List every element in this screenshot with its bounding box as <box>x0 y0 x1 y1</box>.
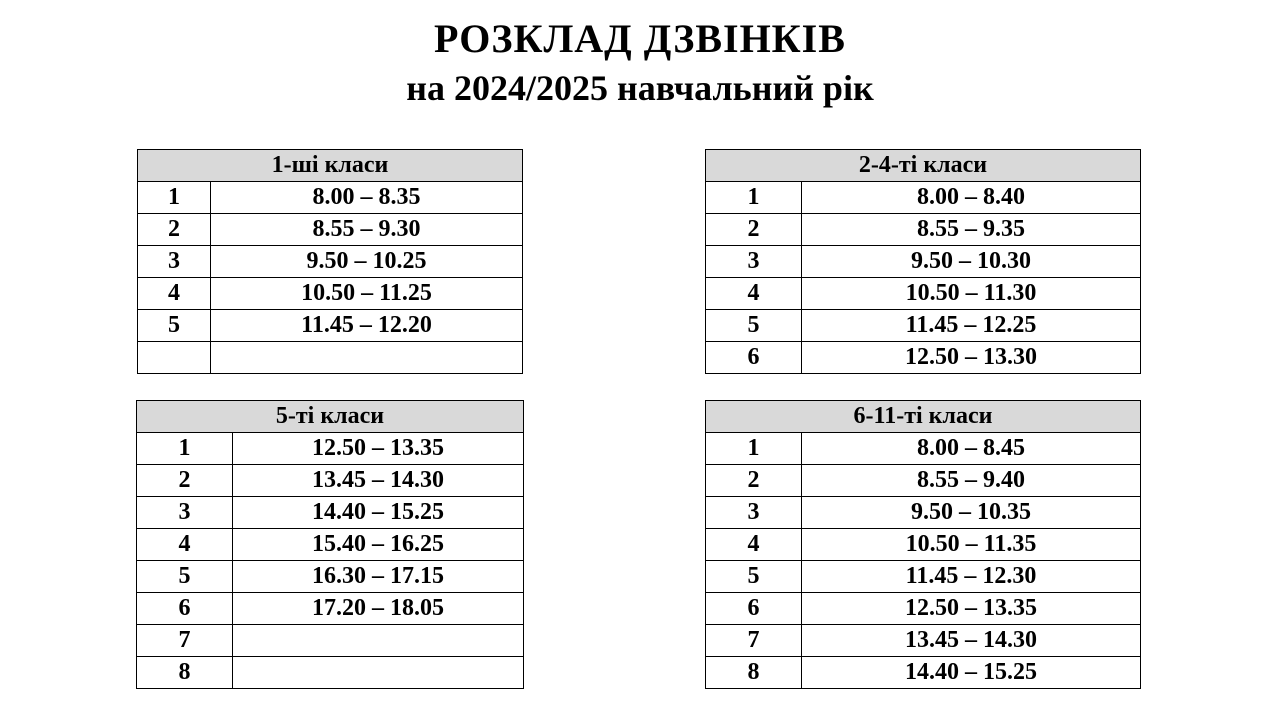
lesson-number: 5 <box>138 310 211 342</box>
table-row <box>137 497 524 529</box>
title-subtitle: на 2024/2025 навчальний рік <box>406 68 874 108</box>
title-main: РОЗКЛАД ДЗВІНКІВ <box>434 16 846 61</box>
lesson-number: 5 <box>137 561 233 593</box>
table-header: 5-ті класи <box>137 401 524 433</box>
lesson-time: 9.50 – 10.30 <box>802 246 1141 278</box>
table-header: 6-11-ті класи <box>706 401 1141 433</box>
table-row <box>706 561 1141 593</box>
lesson-time: 8.55 – 9.30 <box>211 214 523 246</box>
lesson-number: 7 <box>137 625 233 657</box>
lesson-number: 4 <box>706 278 802 310</box>
lesson-number: 2 <box>137 465 233 497</box>
lesson-number: 5 <box>706 310 802 342</box>
lesson-number: 3 <box>706 246 802 278</box>
lesson-number: 4 <box>137 529 233 561</box>
lesson-time: 8.55 – 9.35 <box>802 214 1141 246</box>
table-header: 2-4-ті класи <box>706 150 1141 182</box>
lesson-time: 11.45 – 12.20 <box>211 310 523 342</box>
table-row <box>706 529 1141 561</box>
table-header-row <box>706 150 1141 182</box>
lesson-time <box>211 342 523 374</box>
lesson-time: 11.45 – 12.25 <box>802 310 1141 342</box>
table-row <box>706 593 1141 625</box>
lesson-time: 16.30 – 17.15 <box>233 561 524 593</box>
lesson-number: 1 <box>706 433 802 465</box>
table-header-row <box>706 401 1141 433</box>
lesson-time: 10.50 – 11.35 <box>802 529 1141 561</box>
lesson-time: 10.50 – 11.30 <box>802 278 1141 310</box>
lesson-number: 1 <box>137 433 233 465</box>
table-row <box>137 625 524 657</box>
table-row <box>138 214 523 246</box>
lesson-time: 13.45 – 14.30 <box>802 625 1141 657</box>
table-row <box>138 246 523 278</box>
table-row <box>137 465 524 497</box>
lesson-time: 15.40 – 16.25 <box>233 529 524 561</box>
table-row <box>706 433 1141 465</box>
lesson-time: 14.40 – 15.25 <box>802 657 1141 689</box>
lesson-time: 14.40 – 15.25 <box>233 497 524 529</box>
table-row <box>706 342 1141 374</box>
lesson-number: 8 <box>706 657 802 689</box>
lesson-time <box>233 625 524 657</box>
lesson-time: 9.50 – 10.35 <box>802 497 1141 529</box>
lesson-number: 2 <box>706 465 802 497</box>
lesson-time: 13.45 – 14.30 <box>233 465 524 497</box>
lesson-number: 4 <box>706 529 802 561</box>
lesson-time: 12.50 – 13.35 <box>233 433 524 465</box>
lesson-number <box>138 342 211 374</box>
lesson-time: 8.00 – 8.45 <box>802 433 1141 465</box>
lesson-number: 1 <box>138 182 211 214</box>
lesson-time: 12.50 – 13.35 <box>802 593 1141 625</box>
schedule-table-grades-6-11 <box>705 400 1141 689</box>
lesson-number: 2 <box>706 214 802 246</box>
table-row <box>706 214 1141 246</box>
lesson-number: 5 <box>706 561 802 593</box>
table-row <box>137 433 524 465</box>
schedule-table-grades-2-4 <box>705 149 1141 374</box>
table-row <box>706 246 1141 278</box>
table-row <box>138 342 523 374</box>
lesson-number: 4 <box>138 278 211 310</box>
table-row <box>706 465 1141 497</box>
lesson-time: 8.55 – 9.40 <box>802 465 1141 497</box>
table-row <box>137 657 524 689</box>
table-row <box>706 625 1141 657</box>
page-title <box>0 14 1280 112</box>
lesson-time: 9.50 – 10.25 <box>211 246 523 278</box>
table-row <box>706 497 1141 529</box>
table-row <box>706 310 1141 342</box>
lesson-number: 3 <box>706 497 802 529</box>
lesson-number: 2 <box>138 214 211 246</box>
lesson-number: 1 <box>706 182 802 214</box>
lesson-time: 8.00 – 8.35 <box>211 182 523 214</box>
table-row <box>706 657 1141 689</box>
lesson-number: 6 <box>706 342 802 374</box>
lesson-number: 3 <box>138 246 211 278</box>
table-header-row <box>138 150 523 182</box>
lesson-time: 8.00 – 8.40 <box>802 182 1141 214</box>
lesson-time: 11.45 – 12.30 <box>802 561 1141 593</box>
table-row <box>137 593 524 625</box>
lesson-number: 6 <box>706 593 802 625</box>
schedule-table-grade-5 <box>136 400 524 689</box>
lesson-number: 7 <box>706 625 802 657</box>
table-row <box>138 310 523 342</box>
lesson-number: 6 <box>137 593 233 625</box>
lesson-number: 3 <box>137 497 233 529</box>
lesson-time <box>233 657 524 689</box>
lesson-time: 10.50 – 11.25 <box>211 278 523 310</box>
lesson-time: 17.20 – 18.05 <box>233 593 524 625</box>
schedule-table-grade-1 <box>137 149 523 374</box>
table-row <box>706 182 1141 214</box>
table-header: 1-ші класи <box>138 150 523 182</box>
lesson-number: 8 <box>137 657 233 689</box>
table-row <box>137 561 524 593</box>
table-row <box>138 278 523 310</box>
table-row <box>137 529 524 561</box>
lesson-time: 12.50 – 13.30 <box>802 342 1141 374</box>
table-header-row <box>137 401 524 433</box>
table-row <box>138 182 523 214</box>
table-row <box>706 278 1141 310</box>
